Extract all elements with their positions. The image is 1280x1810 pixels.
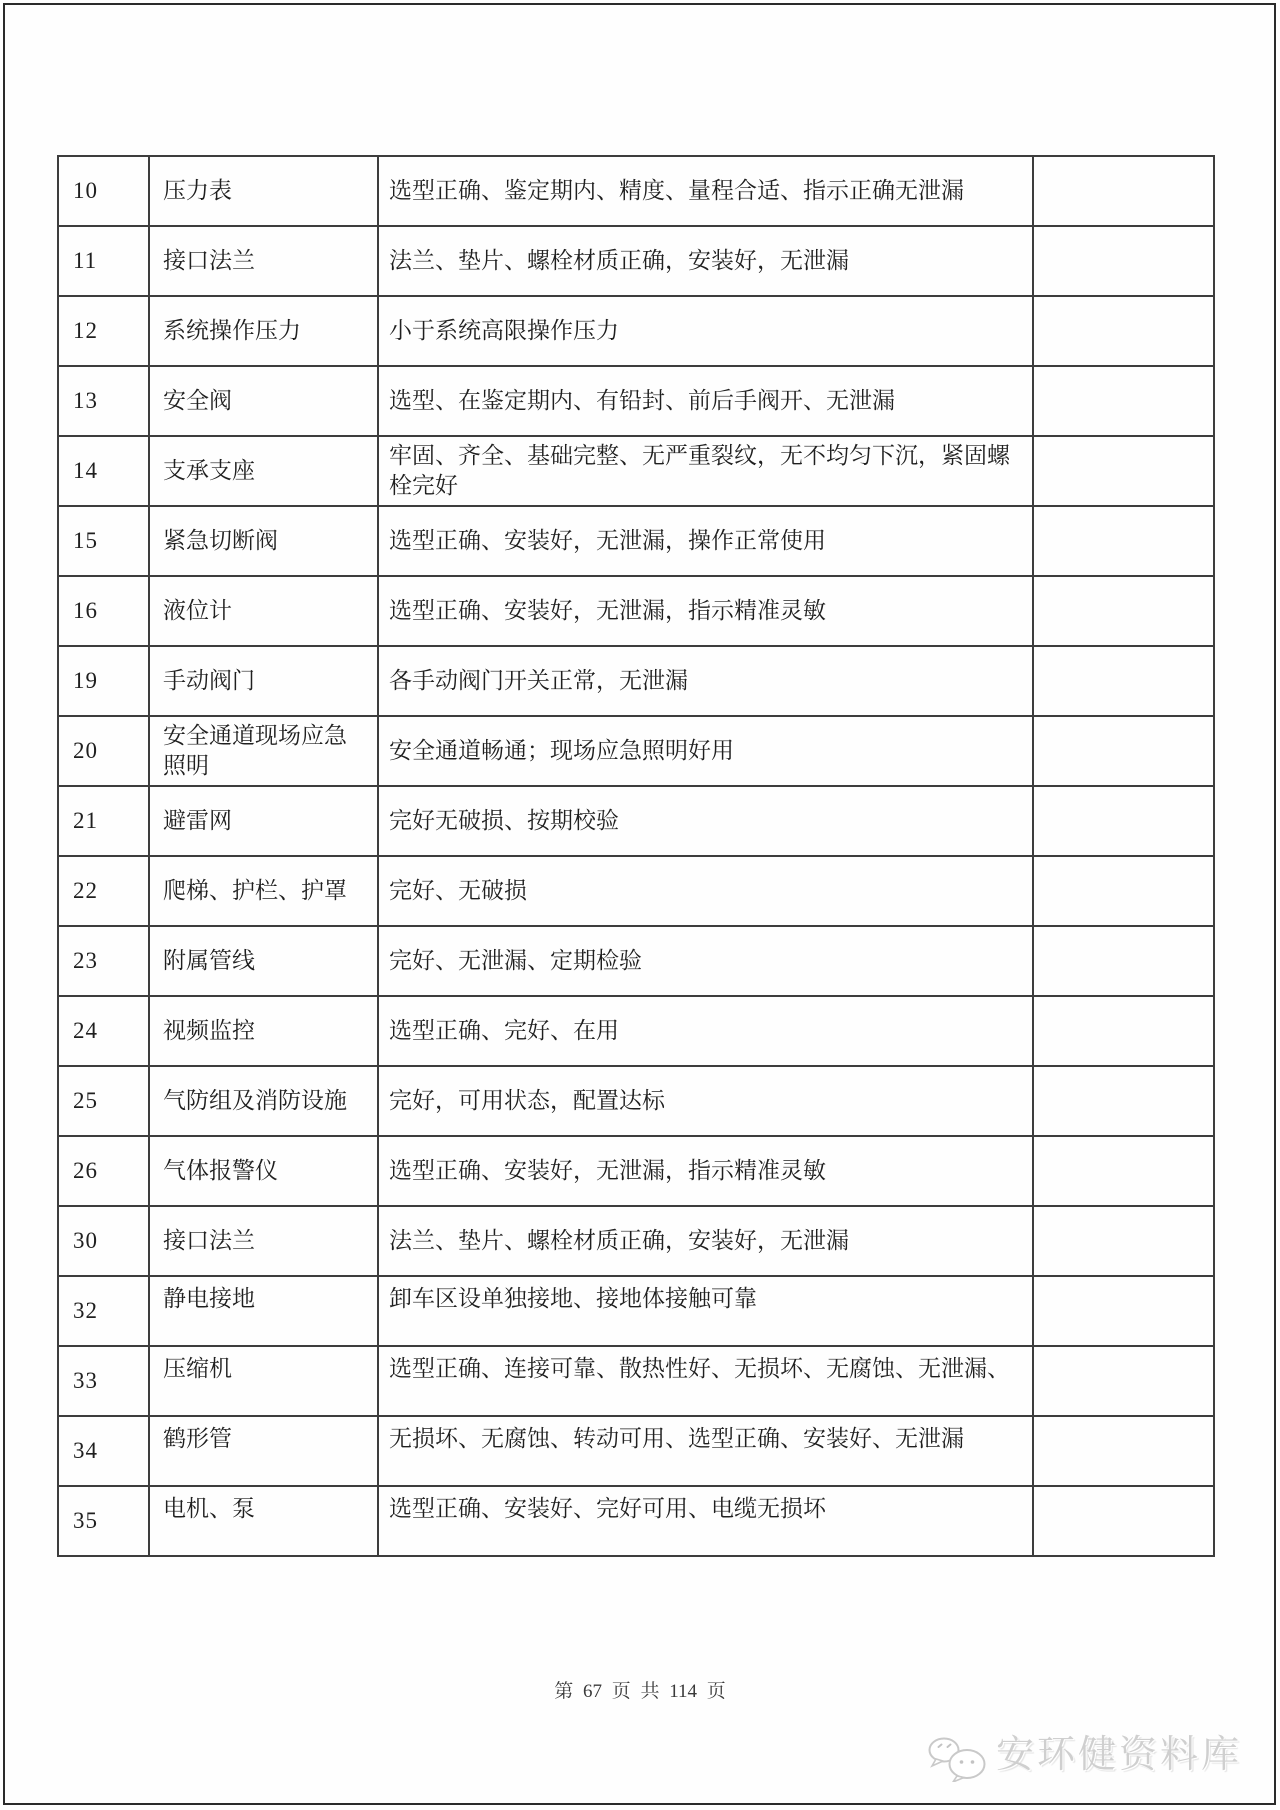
item-name-cell: 安全阀 — [149, 366, 378, 436]
item-name-cell: 安全通道现场应急照明 — [149, 716, 378, 786]
item-name-cell: 接口法兰 — [149, 226, 378, 296]
result-cell — [1033, 646, 1214, 716]
criteria-cell: 卸车区设单独接地、接地体接触可靠 — [378, 1276, 1033, 1346]
criteria-cell: 牢固、齐全、基础完整、无严重裂纹，无不均匀下沉，紧固螺栓完好 — [378, 436, 1033, 506]
row-number-cell: 25 — [58, 1066, 149, 1136]
row-number-cell: 19 — [58, 646, 149, 716]
item-name-cell: 系统操作压力 — [149, 296, 378, 366]
row-number-cell: 16 — [58, 576, 149, 646]
item-name-cell: 手动阀门 — [149, 646, 378, 716]
result-cell — [1033, 996, 1214, 1066]
item-name-cell: 支承支座 — [149, 436, 378, 506]
table-row — [58, 506, 1214, 576]
table-row — [58, 366, 1214, 436]
table-row — [58, 996, 1214, 1066]
table-row — [58, 1486, 1214, 1556]
result-cell — [1033, 786, 1214, 856]
criteria-cell: 安全通道畅通；现场应急照明好用 — [378, 716, 1033, 786]
table-row — [58, 296, 1214, 366]
table-body — [58, 156, 1214, 1556]
criteria-cell: 选型正确、安装好，无泄漏，指示精准灵敏 — [378, 576, 1033, 646]
table-row — [58, 646, 1214, 716]
row-number-cell: 12 — [58, 296, 149, 366]
table-row — [58, 436, 1214, 506]
criteria-cell: 选型正确、安装好、完好可用、电缆无损坏 — [378, 1486, 1033, 1556]
result-cell — [1033, 926, 1214, 996]
row-number-cell: 30 — [58, 1206, 149, 1276]
criteria-cell: 选型、在鉴定期内、有铅封、前后手阀开、无泄漏 — [378, 366, 1033, 436]
table-row — [58, 1276, 1214, 1346]
criteria-cell: 各手动阀门开关正常，无泄漏 — [378, 646, 1033, 716]
row-number-cell: 35 — [58, 1486, 149, 1556]
row-number-cell: 21 — [58, 786, 149, 856]
criteria-cell: 选型正确、完好、在用 — [378, 996, 1033, 1066]
result-cell — [1033, 1206, 1214, 1276]
table-row — [58, 1066, 1214, 1136]
result-cell — [1033, 1346, 1214, 1416]
row-number-cell: 11 — [58, 226, 149, 296]
page-number-label: 第 67 页 共 114 页 — [554, 1681, 726, 1702]
table-row — [58, 1206, 1214, 1276]
criteria-cell: 完好、无泄漏、定期检验 — [378, 926, 1033, 996]
item-name-cell: 静电接地 — [149, 1276, 378, 1346]
criteria-cell: 法兰、垫片、螺栓材质正确，安装好，无泄漏 — [378, 226, 1033, 296]
row-number-cell: 10 — [58, 156, 149, 226]
row-number-cell: 23 — [58, 926, 149, 996]
table-row — [58, 1346, 1214, 1416]
result-cell — [1033, 296, 1214, 366]
item-name-cell: 接口法兰 — [149, 1206, 378, 1276]
row-number-cell: 15 — [58, 506, 149, 576]
result-cell — [1033, 226, 1214, 296]
item-name-cell: 鹤形管 — [149, 1416, 378, 1486]
row-number-cell: 26 — [58, 1136, 149, 1206]
table-row — [58, 156, 1214, 226]
item-name-cell: 视频监控 — [149, 996, 378, 1066]
result-cell — [1033, 1276, 1214, 1346]
table-row — [58, 226, 1214, 296]
result-cell — [1033, 716, 1214, 786]
criteria-cell: 选型正确、安装好，无泄漏，操作正常使用 — [378, 506, 1033, 576]
result-cell — [1033, 856, 1214, 926]
criteria-cell: 小于系统高限操作压力 — [378, 296, 1033, 366]
result-cell — [1033, 1416, 1214, 1486]
result-cell — [1033, 366, 1214, 436]
row-number-cell: 24 — [58, 996, 149, 1066]
item-name-cell: 压缩机 — [149, 1346, 378, 1416]
row-number-cell: 13 — [58, 366, 149, 436]
row-number-cell: 34 — [58, 1416, 149, 1486]
item-name-cell: 爬梯、护栏、护罩 — [149, 856, 378, 926]
table-row — [58, 926, 1214, 996]
table-row — [58, 716, 1214, 786]
item-name-cell: 电机、泵 — [149, 1486, 378, 1556]
item-name-cell: 紧急切断阀 — [149, 506, 378, 576]
row-number-cell: 14 — [58, 436, 149, 506]
criteria-cell: 选型正确、鉴定期内、精度、量程合适、指示正确无泄漏 — [378, 156, 1033, 226]
criteria-cell: 完好、无破损 — [378, 856, 1033, 926]
result-cell — [1033, 436, 1214, 506]
table-row — [58, 786, 1214, 856]
table-row — [58, 576, 1214, 646]
criteria-cell: 法兰、垫片、螺栓材质正确，安装好，无泄漏 — [378, 1206, 1033, 1276]
result-cell — [1033, 156, 1214, 226]
result-cell — [1033, 1136, 1214, 1206]
table-row — [58, 856, 1214, 926]
item-name-cell: 附属管线 — [149, 926, 378, 996]
row-number-cell: 33 — [58, 1346, 149, 1416]
table-row — [58, 1136, 1214, 1206]
result-cell — [1033, 1486, 1214, 1556]
watermark — [926, 1734, 1242, 1782]
criteria-cell: 选型正确、安装好，无泄漏，指示精准灵敏 — [378, 1136, 1033, 1206]
watermark-text: 安环健资料库 — [995, 1734, 1242, 1776]
item-name-cell: 避雷网 — [149, 786, 378, 856]
row-number-cell: 22 — [58, 856, 149, 926]
item-name-cell: 液位计 — [149, 576, 378, 646]
table-row — [58, 1416, 1214, 1486]
item-name-cell: 压力表 — [149, 156, 378, 226]
criteria-cell: 完好无破损、按期校验 — [378, 786, 1033, 856]
criteria-cell: 完好，可用状态，配置达标 — [378, 1066, 1033, 1136]
inspection-table — [57, 155, 1215, 1557]
row-number-cell: 20 — [58, 716, 149, 786]
item-name-cell: 气体报警仪 — [149, 1136, 378, 1206]
row-number-cell: 32 — [58, 1276, 149, 1346]
criteria-cell: 选型正确、连接可靠、散热性好、无损坏、无腐蚀、无泄漏、 — [378, 1346, 1033, 1416]
result-cell — [1033, 1066, 1214, 1136]
item-name-cell: 气防组及消防设施 — [149, 1066, 378, 1136]
result-cell — [1033, 506, 1214, 576]
criteria-cell: 无损坏、无腐蚀、转动可用、选型正确、安装好、无泄漏 — [378, 1416, 1033, 1486]
page-footer — [0, 1676, 1280, 1703]
chat-bubbles-icon — [926, 1736, 988, 1782]
result-cell — [1033, 576, 1214, 646]
